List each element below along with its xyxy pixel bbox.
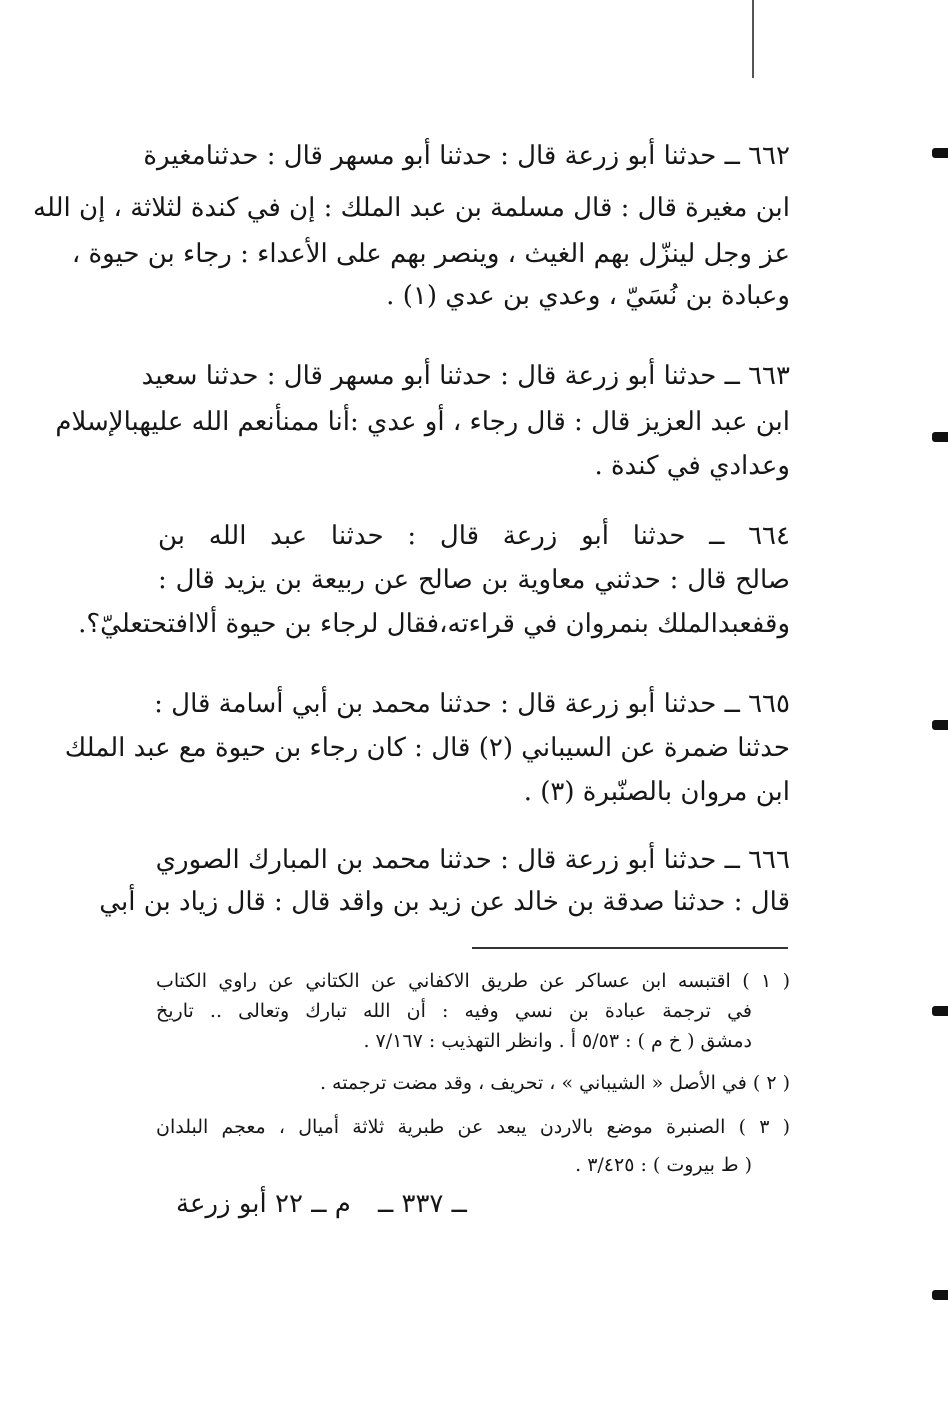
- paragraph-666-line-2: قال : حدثنا صدقة بن خالد عن زيد بن واقد قال : قال زياد بن أبي: [99, 887, 790, 917]
- paragraph-666-line-1: ٦٦٦ ــ حدثنا أبو زرعة قال : حدثنا محمد بن المبارك الصوري: [155, 845, 790, 875]
- paragraph-664-line-2: صالح قال : حدثني معاوية بن صالح عن ربيعة بن يزيد قال :: [158, 565, 790, 595]
- paragraph-662-line-3: عز وجل لينزّل بهم الغيث ، وينصر بهم على الأعداء : رجاء بن حيوة ،: [71, 239, 790, 269]
- paragraph-665-line-1: ٦٦٥ ــ حدثنا أبو زرعة قال : حدثنا محمد بن أبي أسامة قال :: [154, 689, 790, 719]
- paragraph-665-line-2: حدثنا ضمرة عن السيباني (٢) قال : كان رجاء بن حيوة مع عبد الملك: [64, 733, 790, 763]
- paragraph-665-line-3: ابن مروان بالصنّبرة (٣) .: [523, 777, 790, 807]
- footnote-3-line-1: ( ٣ ) الصنبرة موضع بالاردن يبعد عن طبرية ثلاثة أميال ، معجم البلدان: [156, 1116, 791, 1138]
- paragraph-662-line-4: وعبادة بن نُسَيّ ، وعدي بن عدي (١) .: [386, 281, 790, 311]
- footnote-3-line-2: ( ط بيروت ) : ٣/٤٢٥ .: [575, 1154, 752, 1176]
- scan-edge-line: [752, 0, 754, 78]
- paragraph-664-line-3: وقفعبدالملك بنمروان في قراءته،فقال لرجاء بن حيوة ألاافتحتعليّ؟.: [78, 609, 790, 639]
- margin-mark: [932, 720, 948, 730]
- footnote-1-line-3: دمشق ( خ م ) : ٥/٥٣ أ . وانظر التهذيب : ٧/١٦٧ .: [363, 1030, 752, 1052]
- paragraph-662-line-1: ٦٦٢ ــ حدثنا أبو زرعة قال : حدثنا أبو مسهر قال : حدثنامغيرة: [143, 141, 790, 171]
- footnote-2-line-1: ( ٢ ) في الأصل « الشيباني » ، تحريف ، وقد مضت ترجمته .: [319, 1072, 790, 1094]
- paragraph-663-line-1: ٦٦٣ ــ حدثنا أبو زرعة قال : حدثنا أبو مسهر قال : حدثنا سعيد: [141, 361, 790, 391]
- paragraph-663-line-2: ابن عبد العزيز قال : قال رجاء ، أو عدي :أنا ممنأنعم الله عليهبالإسلام: [55, 407, 790, 437]
- margin-mark: [932, 148, 948, 158]
- paragraph-664-line-1: ٦٦٤ ــ حدثنا أبو زرعة قال : حدثنا عبد الله بن: [158, 521, 790, 551]
- paragraph-663-line-3: وعدادي في كندة .: [594, 451, 790, 481]
- page-number: ــ ٣٣٧ ــ: [378, 1189, 467, 1219]
- signature-mark: م ــ ٢٢ أبو زرعة: [176, 1189, 351, 1219]
- margin-mark: [932, 1290, 948, 1300]
- footnote-separator: [472, 947, 788, 949]
- paragraph-662-line-2: ابن مغيرة قال : قال مسلمة بن عبد الملك : إن في كندة لثلاثة ، إن الله: [33, 193, 790, 223]
- margin-mark: [932, 1006, 948, 1016]
- margin-mark: [932, 432, 948, 442]
- footnote-1-line-2: في ترجمة عبادة بن نسي وفيه : أن الله تبارك وتعالى .. تاريخ: [156, 1000, 752, 1022]
- footnote-1-line-1: ( ١ ) اقتبسه ابن عساكر عن طريق الاكفاني عن الكتاني عن راوي الكتاب: [156, 970, 791, 992]
